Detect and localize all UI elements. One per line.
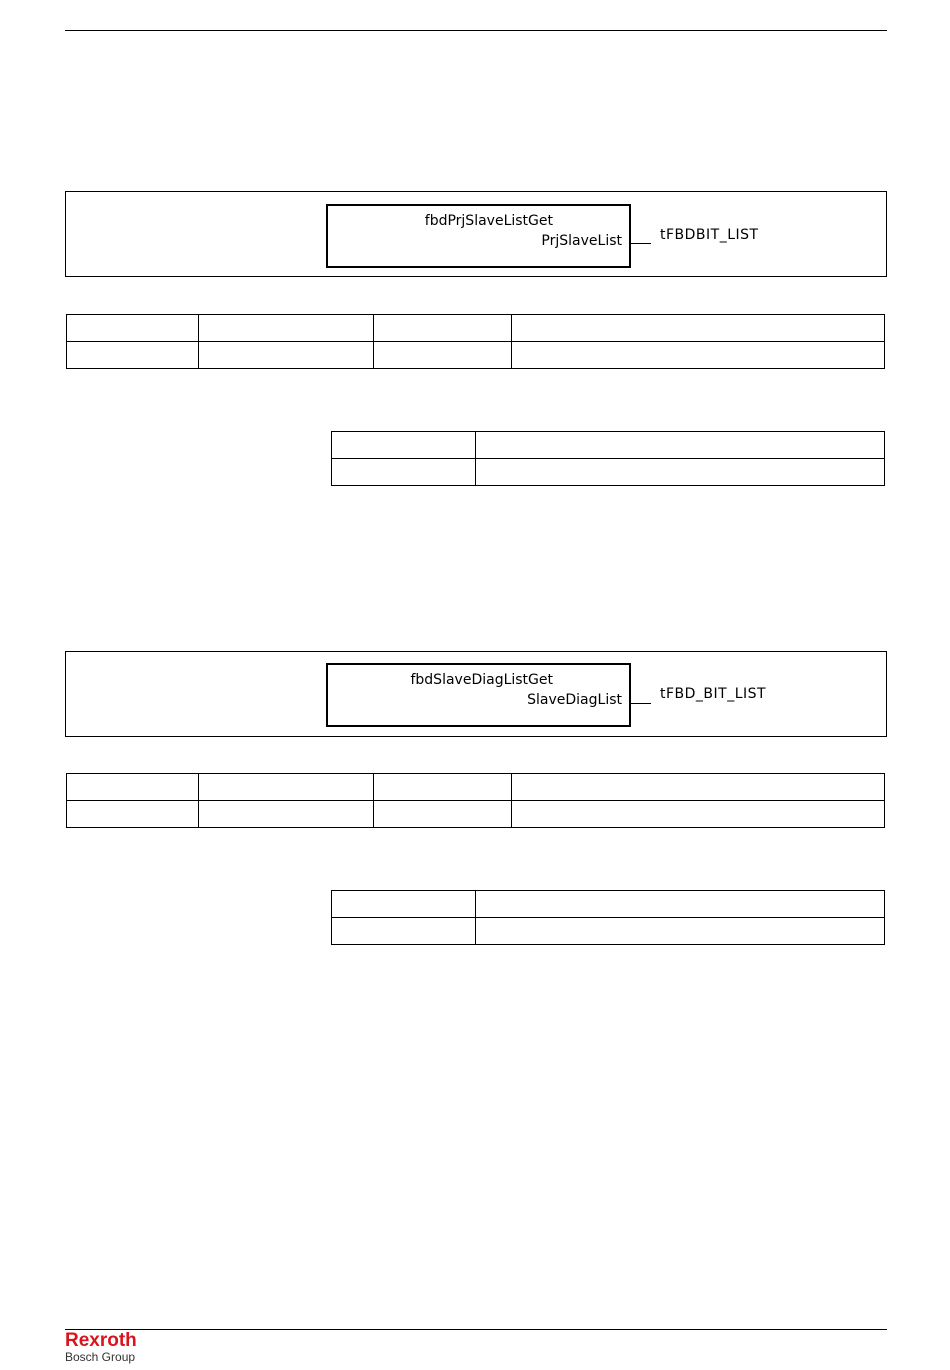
table-row <box>332 459 885 486</box>
output-connector-line <box>629 703 651 704</box>
output-type-label: tFBDBIT_LIST <box>660 227 759 243</box>
table-row <box>67 315 885 342</box>
table-cell <box>512 774 885 801</box>
function-block-output: PrjSlaveList <box>541 233 622 249</box>
table-cell <box>374 801 512 828</box>
table-cell <box>67 342 199 369</box>
table-cell <box>67 774 199 801</box>
bosch-group-label: Bosch Group <box>65 1350 136 1364</box>
table-cell <box>512 315 885 342</box>
table-cell <box>199 315 374 342</box>
function-block-output: SlaveDiagList <box>527 692 622 708</box>
interface-table-1 <box>66 314 885 369</box>
table-cell <box>332 432 476 459</box>
table-cell <box>512 342 885 369</box>
function-block-name: fbdPrjSlaveListGet <box>424 213 553 229</box>
table-cell <box>476 432 885 459</box>
table-cell <box>476 918 885 945</box>
function-block-2 <box>326 663 631 727</box>
rexroth-logo: Rexroth <box>65 1330 137 1351</box>
table-row <box>332 918 885 945</box>
return-table-2 <box>331 890 885 945</box>
function-block-name: fbdSlaveDiagListGet <box>410 672 553 688</box>
table-cell <box>374 774 512 801</box>
table-cell <box>199 774 374 801</box>
table-cell <box>476 891 885 918</box>
function-block-1 <box>326 204 631 268</box>
footer-rule <box>65 1329 887 1330</box>
table-row <box>332 891 885 918</box>
table-row <box>67 801 885 828</box>
table-cell <box>199 801 374 828</box>
table-cell <box>67 801 199 828</box>
output-connector-line <box>629 243 651 244</box>
table-cell <box>332 891 476 918</box>
table-cell <box>374 315 512 342</box>
table-cell <box>476 459 885 486</box>
table-cell <box>332 459 476 486</box>
table-cell <box>67 315 199 342</box>
return-table-1 <box>331 431 885 486</box>
interface-table-2 <box>66 773 885 828</box>
table-cell <box>374 342 512 369</box>
table-row <box>67 342 885 369</box>
table-cell <box>199 342 374 369</box>
table-row <box>332 432 885 459</box>
output-type-label: tFBD_BIT_LIST <box>660 686 767 702</box>
table-row <box>67 774 885 801</box>
table-cell <box>332 918 476 945</box>
table-cell <box>512 801 885 828</box>
header-rule <box>65 30 887 31</box>
